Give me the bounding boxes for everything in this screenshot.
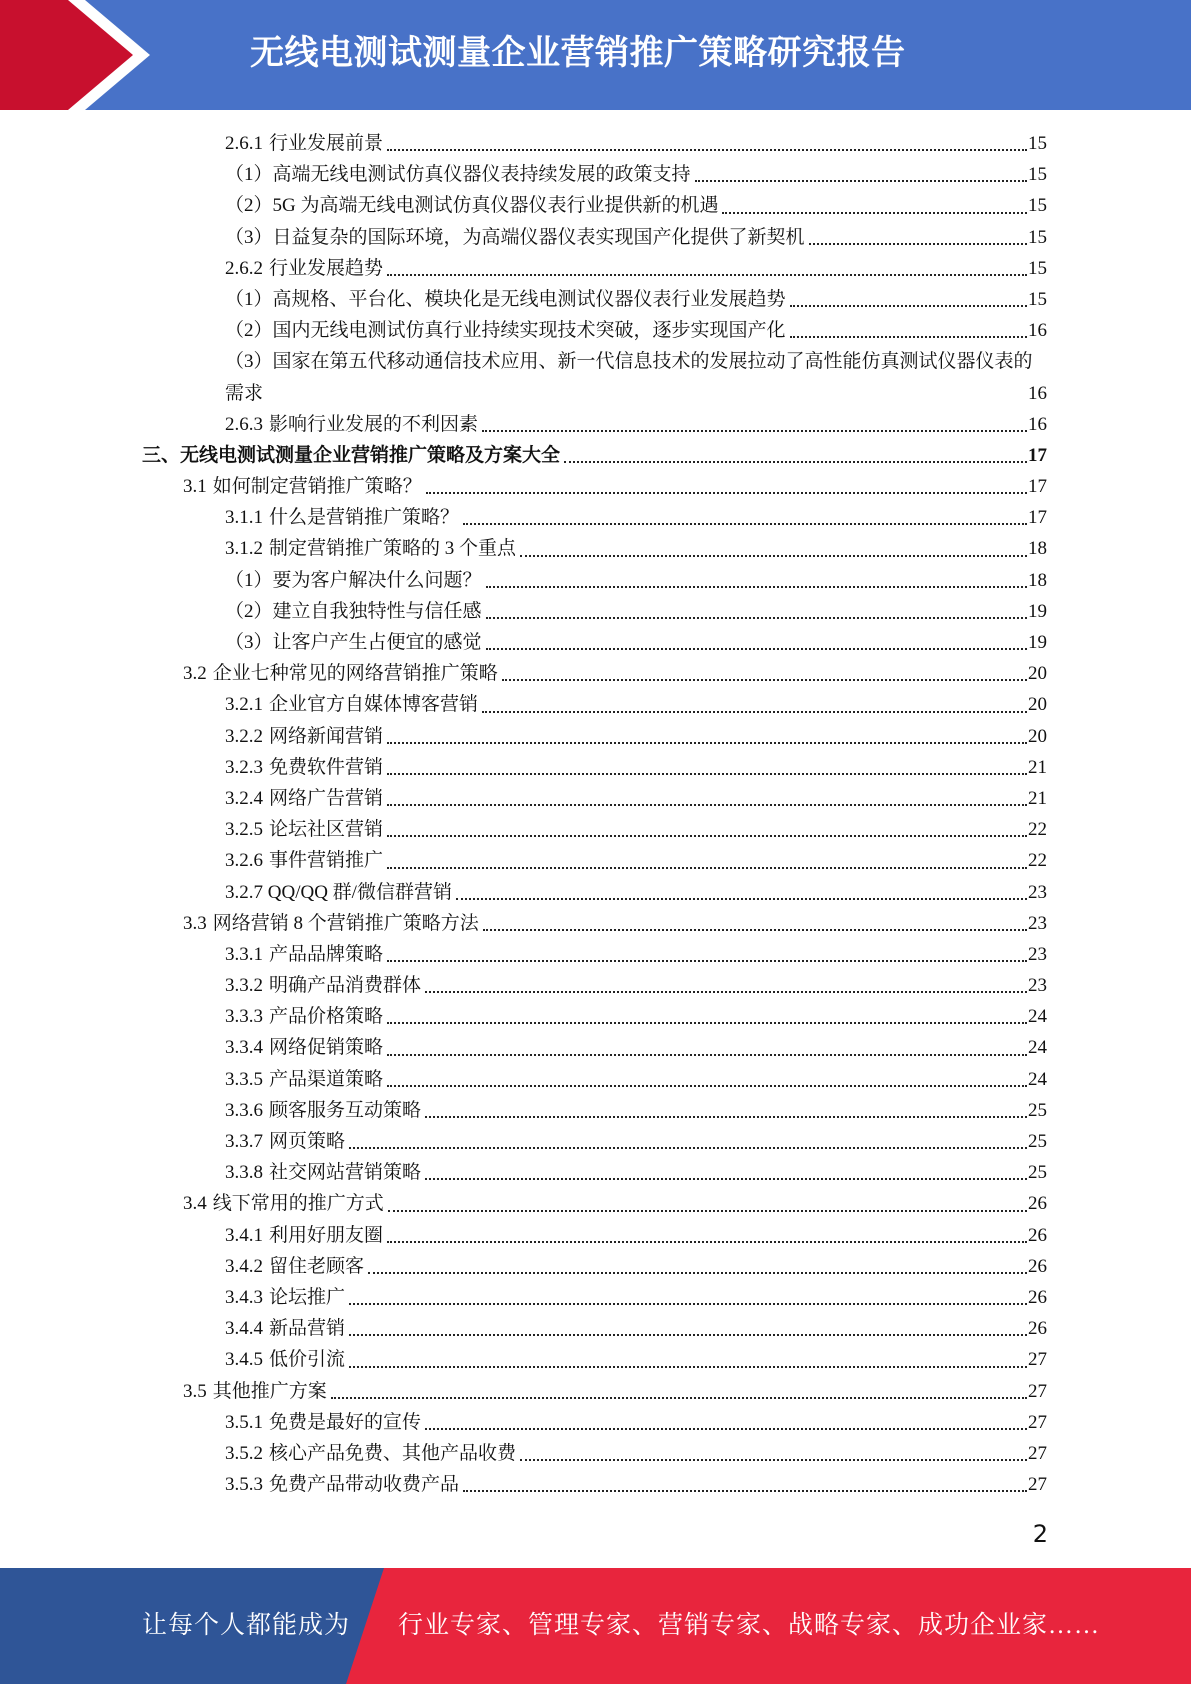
toc-entry-title: 企业官方自媒体博客营销 xyxy=(269,694,479,716)
toc-entry[interactable] xyxy=(0,783,1191,814)
toc-entry-title: 免费是最好的宣传 xyxy=(269,1411,422,1433)
toc-entry-title: 网络促销策略 xyxy=(269,1037,384,1059)
toc-entry-page: 24 xyxy=(1028,1037,1047,1059)
dot-leader xyxy=(426,492,1027,494)
dot-leader xyxy=(520,555,1027,557)
toc-entry-title: 网络广告营销 xyxy=(269,787,384,809)
toc-entry-title: 网络营销 8 个营销推广策略方法 xyxy=(212,912,479,934)
toc-entry-label xyxy=(225,1251,368,1282)
toc-entry-number: 2.6.1 xyxy=(225,133,263,154)
toc-entry-title: （2）建立自我独特性与信任感 xyxy=(225,600,482,622)
toc-entry[interactable] xyxy=(0,689,1191,720)
toc-entry-label xyxy=(142,440,564,471)
dot-leader xyxy=(387,1022,1027,1024)
dot-leader xyxy=(695,180,1027,182)
toc-entry-number: 3.5 xyxy=(183,1380,207,1402)
toc-entry-number: 3.3.5 xyxy=(225,1068,263,1090)
toc-entry[interactable] xyxy=(0,627,1191,658)
dot-leader xyxy=(387,1241,1027,1243)
toc-entry-page: 16 xyxy=(1028,413,1047,435)
toc-entry-page: 27 xyxy=(1028,1380,1047,1402)
toc-entry-number: 3.2.5 xyxy=(225,819,263,841)
toc-entry[interactable] xyxy=(0,440,1191,471)
toc-entry-title: 网络新闻营销 xyxy=(269,725,384,747)
toc-entry[interactable] xyxy=(0,721,1191,752)
toc-entry-label xyxy=(225,783,387,814)
toc-entry-label xyxy=(183,1188,388,1219)
dot-leader xyxy=(349,1303,1027,1305)
toc-entry-number: 3.5.1 xyxy=(225,1411,263,1433)
dot-leader xyxy=(790,336,1027,338)
toc-entry-label xyxy=(225,346,1049,408)
toc-entry-number: 3.2.2 xyxy=(225,725,263,747)
toc-entry-title: 影响行业发展的不利因素 xyxy=(269,413,479,435)
toc-entry-page: 20 xyxy=(1028,663,1047,685)
toc-entry-label xyxy=(225,939,387,970)
toc-entry-label xyxy=(225,1095,425,1126)
toc-entry-title: 低价引流 xyxy=(269,1349,346,1371)
dot-leader xyxy=(483,929,1027,931)
dot-leader xyxy=(463,1490,1027,1492)
toc-entry-page: 18 xyxy=(1028,538,1047,560)
toc-entry-label xyxy=(225,1313,349,1344)
toc-entry[interactable] xyxy=(0,1126,1191,1157)
document-title: 无线电测试测量企业营销推广策略研究报告 xyxy=(250,33,906,73)
toc-entry-page: 15 xyxy=(1028,257,1047,279)
toc-entry-label xyxy=(225,1126,349,1157)
dot-leader xyxy=(349,1334,1027,1336)
dot-leader xyxy=(486,617,1027,619)
toc-entry-number: 3.2.6 xyxy=(225,850,263,872)
toc-entry-title: （1）要为客户解决什么问题？ xyxy=(225,569,482,591)
dot-leader xyxy=(387,773,1027,775)
toc-entry-label xyxy=(225,877,456,908)
toc-entry-page: 15 xyxy=(1028,226,1047,248)
toc-entry-page: 25 xyxy=(1028,1099,1047,1121)
toc-entry-label xyxy=(225,1407,425,1438)
toc-entry-page: 16 xyxy=(1028,320,1047,342)
toc-entry-page: 26 xyxy=(1028,1318,1047,1340)
toc-entry[interactable] xyxy=(0,284,1191,315)
toc-entry-title: （3）日益复杂的国际环境，为高端仪器仪表实现国产化提供了新契机 xyxy=(225,226,805,248)
toc-entry-page: 20 xyxy=(1028,694,1047,716)
toc-entry-page: 22 xyxy=(1028,850,1047,872)
page-footer xyxy=(0,1568,1191,1684)
toc-entry-title: 线下常用的推广方式 xyxy=(212,1193,384,1215)
dot-leader xyxy=(486,648,1027,650)
toc-entry-page: 23 xyxy=(1028,912,1047,934)
toc-entry-label xyxy=(225,752,387,783)
toc-entry-label xyxy=(225,159,695,190)
toc-entry-page: 26 xyxy=(1028,1193,1047,1215)
toc-entry-page: 17 xyxy=(1028,476,1047,498)
toc-entry-title: 利用好朋友圈 xyxy=(269,1224,384,1246)
toc-entry-title: 论坛社区营销 xyxy=(269,819,384,841)
toc-entry-title: 制定营销推广策略的 3 个重点 xyxy=(269,538,517,560)
toc-entry-label xyxy=(225,1282,349,1313)
toc-entry-number: 3.2.3 xyxy=(225,756,263,778)
toc-entry-page: 26 xyxy=(1028,1224,1047,1246)
toc-entry-title: （2）5G 为高端无线电测试仿真仪器仪表行业提供新的机遇 xyxy=(225,195,719,217)
toc-entry[interactable] xyxy=(0,533,1191,564)
toc-entry[interactable] xyxy=(0,159,1191,190)
dot-leader xyxy=(502,679,1027,681)
table-of-contents xyxy=(0,128,1191,1500)
toc-entry-page: 19 xyxy=(1028,632,1047,654)
toc-entry-label xyxy=(183,471,426,502)
toc-entry-title: （2）国内无线电测试仿真行业持续实现技术突破，逐步实现国产化 xyxy=(225,320,786,342)
toc-entry[interactable] xyxy=(0,658,1191,689)
toc-entry-label xyxy=(225,533,520,564)
toc-entry-title: 社交网站营销策略 xyxy=(269,1162,422,1184)
toc-entry-label xyxy=(225,409,482,440)
toc-entry-number: 3.2 xyxy=(183,663,207,685)
toc-entry[interactable] xyxy=(0,1376,1191,1407)
toc-entry-number: 3.4.4 xyxy=(225,1318,263,1340)
toc-entry[interactable] xyxy=(0,877,1191,908)
toc-entry-title: 产品渠道策略 xyxy=(269,1068,384,1090)
dot-leader xyxy=(387,960,1027,962)
toc-entry-number: 3.4.1 xyxy=(225,1224,263,1246)
dot-leader xyxy=(790,305,1027,307)
toc-entry-title: （3）让客户产生占便宜的感觉 xyxy=(225,632,482,654)
toc-entry-page: 27 xyxy=(1028,1442,1047,1464)
toc-entry-label xyxy=(225,1064,387,1095)
toc-entry-page: 23 xyxy=(1028,975,1047,997)
toc-entry-label xyxy=(225,1344,349,1375)
toc-entry-page: 21 xyxy=(1028,756,1047,778)
toc-entry-page: 26 xyxy=(1028,1286,1047,1308)
dot-leader xyxy=(809,243,1027,245)
toc-entry[interactable] xyxy=(0,471,1191,502)
toc-entry-label xyxy=(183,1376,331,1407)
toc-entry-label xyxy=(225,689,482,720)
toc-entry-page: 23 xyxy=(1028,881,1047,903)
toc-entry-number: 3.1.1 xyxy=(225,507,263,529)
toc-entry-label xyxy=(225,190,722,221)
dot-leader xyxy=(387,274,1027,276)
toc-entry-page: 16 xyxy=(1028,382,1047,404)
toc-entry-number: 3.1 xyxy=(183,476,207,498)
toc-entry-number: 3.3.4 xyxy=(225,1037,263,1059)
footer-slogan-right: 行业专家、管理专家、营销专家、战略专家、成功企业家…… xyxy=(398,1612,1101,1639)
toc-entry-label xyxy=(225,845,387,876)
toc-entry-number: 3.4.5 xyxy=(225,1349,263,1371)
toc-entry-title: 什么是营销推广策略？ xyxy=(269,507,460,529)
toc-entry[interactable] xyxy=(0,1438,1191,1469)
toc-entry-title: 免费软件营销 xyxy=(269,756,384,778)
toc-entry[interactable] xyxy=(0,1157,1191,1188)
dot-leader xyxy=(564,461,1027,463)
toc-entry-number: 3.3 xyxy=(183,912,207,934)
dot-leader xyxy=(722,212,1027,214)
toc-entry-number: 3.1.2 xyxy=(225,538,263,560)
toc-entry-number: 3.4.2 xyxy=(225,1255,263,1277)
toc-entry[interactable] xyxy=(0,939,1191,970)
footer-slogan-left: 让每个人都能成为 xyxy=(142,1612,351,1639)
toc-entry[interactable] xyxy=(0,1064,1191,1095)
toc-entry-title: 明确产品消费群体 xyxy=(269,975,422,997)
dot-leader xyxy=(387,804,1027,806)
dot-leader xyxy=(387,835,1027,837)
dot-leader xyxy=(387,1085,1027,1087)
toc-entry-page: 22 xyxy=(1028,819,1047,841)
toc-entry-title: 行业发展前景 xyxy=(269,133,384,154)
dot-leader xyxy=(387,149,1027,151)
toc-entry-number: 2.6.3 xyxy=(225,413,263,435)
toc-entry-page: 21 xyxy=(1028,787,1047,809)
toc-entry-title: 3.2.7 QQ/QQ 群/微信群营销 xyxy=(225,881,452,903)
toc-entry-number: 3.3.8 xyxy=(225,1162,263,1184)
toc-entry-number: 3.3.3 xyxy=(225,1006,263,1028)
toc-entry[interactable] xyxy=(0,565,1191,596)
toc-entry-label xyxy=(225,1220,387,1251)
toc-entry-title: 产品价格策略 xyxy=(269,1006,384,1028)
toc-entry-number: 2.6.2 xyxy=(225,257,263,279)
toc-entry-number: 3.4.3 xyxy=(225,1286,263,1308)
toc-entry[interactable] xyxy=(0,596,1191,627)
toc-entry[interactable] xyxy=(0,1188,1191,1219)
toc-entry-number: 3.2.1 xyxy=(225,694,263,716)
toc-entry-page: 15 xyxy=(1028,164,1047,186)
toc-entry-page: 23 xyxy=(1028,943,1047,965)
page-header xyxy=(0,0,1191,110)
toc-entry-page: 15 xyxy=(1028,195,1047,217)
dot-leader xyxy=(425,991,1027,993)
toc-entry-label xyxy=(183,658,502,689)
toc-entry[interactable] xyxy=(0,1251,1191,1282)
toc-entry-number: 3.4 xyxy=(183,1193,207,1215)
toc-entry-title: 网页策略 xyxy=(269,1131,346,1153)
toc-entry-number: 3.3.2 xyxy=(225,975,263,997)
red-arrow-icon xyxy=(0,0,160,110)
toc-entry-page: 18 xyxy=(1028,569,1047,591)
toc-entry[interactable] xyxy=(0,253,1191,284)
toc-entry-label xyxy=(225,128,387,159)
toc-entry-label xyxy=(225,596,486,627)
dot-leader xyxy=(387,867,1027,869)
toc-entry-title: （3）国家在第五代移动通信技术应用、新一代信息技术的发展拉动了高性能仿真测试仪器仪表的需求 xyxy=(225,351,1033,404)
toc-entry-label xyxy=(225,565,486,596)
toc-entry-page: 25 xyxy=(1028,1162,1047,1184)
toc-entry[interactable] xyxy=(0,970,1191,1001)
toc-entry-title: 顾客服务互动策略 xyxy=(269,1099,422,1121)
toc-entry-number: 3.3.6 xyxy=(225,1099,263,1121)
dot-leader xyxy=(425,1428,1027,1430)
toc-entry[interactable] xyxy=(0,409,1191,440)
toc-entry-page: 19 xyxy=(1028,600,1047,622)
toc-entry[interactable] xyxy=(0,346,1191,408)
toc-entry[interactable] xyxy=(0,190,1191,221)
toc-entry[interactable] xyxy=(0,845,1191,876)
toc-entry-label xyxy=(225,1157,425,1188)
toc-entry[interactable] xyxy=(0,128,1191,159)
toc-entry-label xyxy=(225,1469,463,1500)
toc-entry[interactable] xyxy=(0,1095,1191,1126)
toc-entry-page: 17 xyxy=(1028,507,1047,529)
dot-leader xyxy=(486,586,1027,588)
toc-entry-title: 免费产品带动收费产品 xyxy=(269,1474,460,1496)
toc-entry-label xyxy=(225,721,387,752)
dot-leader xyxy=(482,711,1027,713)
toc-entry[interactable] xyxy=(0,315,1191,346)
dot-leader xyxy=(425,1116,1027,1118)
toc-entry-title: 留住老顾客 xyxy=(269,1255,365,1277)
toc-entry-label xyxy=(225,284,790,315)
toc-entry-number: 3.3.1 xyxy=(225,943,263,965)
dot-leader xyxy=(388,1210,1027,1212)
toc-entry[interactable] xyxy=(0,1469,1191,1500)
toc-entry-page: 20 xyxy=(1028,725,1047,747)
toc-entry[interactable] xyxy=(0,908,1191,939)
toc-entry-title: 三、无线电测试测量企业营销推广策略及方案大全 xyxy=(142,444,561,466)
toc-entry-title: 行业发展趋势 xyxy=(269,257,384,279)
toc-entry-page: 25 xyxy=(1028,1131,1047,1153)
page-number: 2 xyxy=(1032,1520,1048,1548)
toc-entry-page: 15 xyxy=(1028,288,1047,310)
toc-entry[interactable] xyxy=(0,1032,1191,1063)
dot-leader xyxy=(349,1147,1027,1149)
toc-entry-title: 核心产品免费、其他产品收费 xyxy=(269,1442,517,1464)
toc-entry-number: 3.3.7 xyxy=(225,1131,263,1153)
toc-entry-label xyxy=(225,253,387,284)
toc-entry-page: 24 xyxy=(1028,1006,1047,1028)
toc-entry-label xyxy=(225,1438,520,1469)
toc-entry-title: 企业七种常见的网络营销推广策略 xyxy=(212,663,498,685)
toc-entry-label xyxy=(225,502,463,533)
toc-entry-number: 3.5.2 xyxy=(225,1442,263,1464)
toc-entry-number: 3.2.4 xyxy=(225,787,263,809)
toc-entry[interactable] xyxy=(0,1344,1191,1375)
toc-entry-label xyxy=(225,970,425,1001)
toc-entry-page: 27 xyxy=(1028,1411,1047,1433)
toc-entry[interactable] xyxy=(0,814,1191,845)
toc-entry-title: 产品品牌策略 xyxy=(269,943,384,965)
toc-entry-title: 如何制定营销推广策略？ xyxy=(212,476,422,498)
toc-entry-label xyxy=(225,627,486,658)
toc-entry-label xyxy=(225,1001,387,1032)
toc-entry[interactable] xyxy=(0,222,1191,253)
toc-entry[interactable] xyxy=(0,502,1191,533)
toc-entry-page: 26 xyxy=(1028,1255,1047,1277)
toc-entry-title: 事件营销推广 xyxy=(269,850,384,872)
toc-entry-page: 27 xyxy=(1028,1474,1047,1496)
dot-leader xyxy=(331,1397,1027,1399)
toc-entry[interactable] xyxy=(0,1282,1191,1313)
toc-entry-page: 15 xyxy=(1028,133,1047,154)
dot-leader xyxy=(463,523,1027,525)
toc-entry-title: 论坛推广 xyxy=(269,1286,346,1308)
toc-entry-page: 17 xyxy=(1028,444,1047,466)
toc-entry-title: 其他推广方案 xyxy=(212,1380,327,1402)
toc-entry-title: 新品营销 xyxy=(269,1318,346,1340)
toc-entry-title: （1）高端无线电测试仿真仪器仪表持续发展的政策支持 xyxy=(225,164,691,186)
toc-entry-number: 3.5.3 xyxy=(225,1474,263,1496)
dot-leader xyxy=(520,1459,1027,1461)
dot-leader xyxy=(368,1272,1027,1274)
dot-leader xyxy=(425,1178,1027,1180)
dot-leader xyxy=(456,898,1027,900)
dot-leader xyxy=(387,1054,1027,1056)
toc-entry-page: 24 xyxy=(1028,1068,1047,1090)
toc-entry[interactable] xyxy=(0,1001,1191,1032)
toc-entry[interactable] xyxy=(0,1313,1191,1344)
toc-entry-page: 27 xyxy=(1028,1349,1047,1371)
toc-entry-title: （1）高规格、平台化、模块化是无线电测试仪器仪表行业发展趋势 xyxy=(225,288,786,310)
dot-leader xyxy=(349,1366,1027,1368)
toc-entry-label xyxy=(225,315,790,346)
dot-leader xyxy=(482,430,1027,432)
toc-entry-label xyxy=(225,814,387,845)
toc-entry-label xyxy=(183,908,483,939)
dot-leader xyxy=(387,742,1027,744)
toc-entry[interactable] xyxy=(0,1407,1191,1438)
toc-entry[interactable] xyxy=(0,1220,1191,1251)
toc-entry-label xyxy=(225,1032,387,1063)
toc-entry-label xyxy=(225,222,809,253)
toc-entry[interactable] xyxy=(0,752,1191,783)
